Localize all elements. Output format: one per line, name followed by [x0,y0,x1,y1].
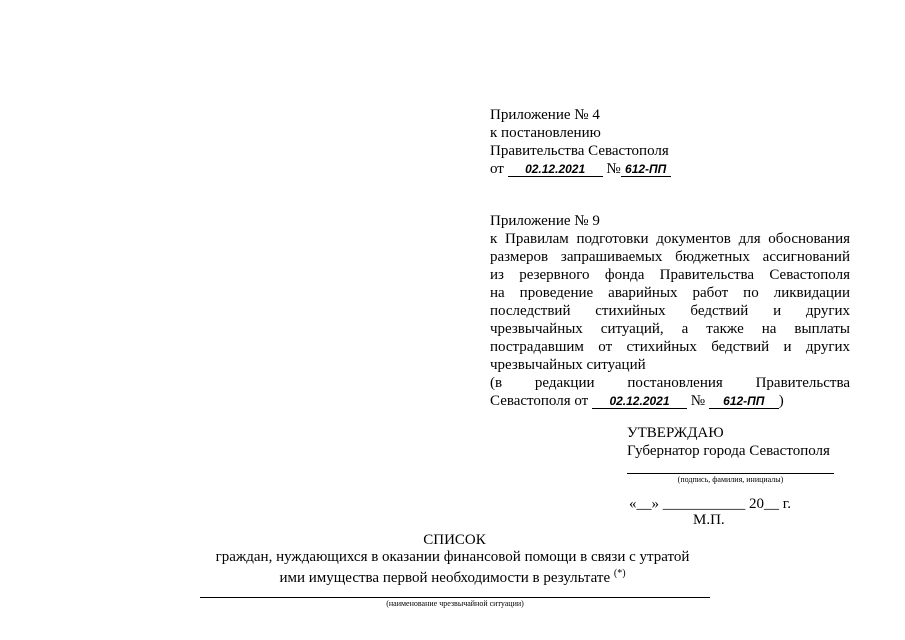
appendix9-edition-line: (в редакции постановления Правительства [490,375,850,391]
appendix9-edition-number-label: № [690,393,706,409]
appendix9-edition-number: 612-ПП [723,394,765,408]
appendix4-block [490,106,740,178]
appendix9-line: пострадавшим от стихийных бедствий и других [490,339,850,355]
approval-position: Губернатор города Севастополя [627,443,830,459]
appendix4-date-line [490,160,740,178]
list-subtitle-text: ими имущества первой необходимости в результате [279,570,611,586]
appendix9-edition-ref [490,392,850,410]
list-subtitle-line2 [0,565,905,587]
approval-title: УТВЕРЖДАЮ [627,425,724,441]
appendix4-date: 02.12.2021 [525,162,586,176]
appendix9-block [490,212,850,410]
appendix4-number: 612-ПП [625,162,667,176]
appendix9-line: чрезвычайных ситуаций, а также на выплаты [490,321,850,337]
appendix9-line: размеров запрашиваемых бюджетных ассигнований [490,249,850,265]
stamp-label: М.П. [693,512,725,528]
signature-caption: (подпись, фамилия, инициалы) [677,475,784,484]
list-title: СПИСОК [423,532,486,548]
appendix4-line2: к постановлению [490,125,601,141]
signature-line [627,473,834,474]
appendix9-line: на проведение аварийных работ по ликвидации [490,285,850,301]
approval-date-line: «__» ___________ 20__ г. [629,496,791,512]
appendix9-last-line: чрезвычайных ситуаций [490,357,646,373]
appendix9-line: к Правилам подготовки документов для обоснования [490,231,850,247]
appendix9-line: последствий стихийных бедствий и других [490,303,850,319]
appendix4-title: Приложение № 4 [490,107,600,123]
appendix9-edition-close: ) [778,393,784,409]
appendix9-edition-date: 02.12.2021 [609,394,670,408]
emergency-line [200,597,710,598]
appendix9-edition-prefix: Севастополя от [490,393,589,409]
appendix4-line3: Правительства Севастополя [490,143,669,159]
approval-block [627,424,857,460]
appendix9-line: из резервного фонда Правительства Севастополя [490,267,850,283]
appendix4-number-label: № [606,161,621,177]
footnote-mark: (*) [613,568,626,579]
emergency-caption: (наименование чрезвычайной ситуации) [386,599,524,608]
appendix9-title: Приложение № 9 [490,213,600,229]
appendix4-from-label: от [490,161,504,177]
list-subtitle-line1: граждан, нуждающихся в оказании финансовой помощи в связи с утратой [215,549,690,565]
